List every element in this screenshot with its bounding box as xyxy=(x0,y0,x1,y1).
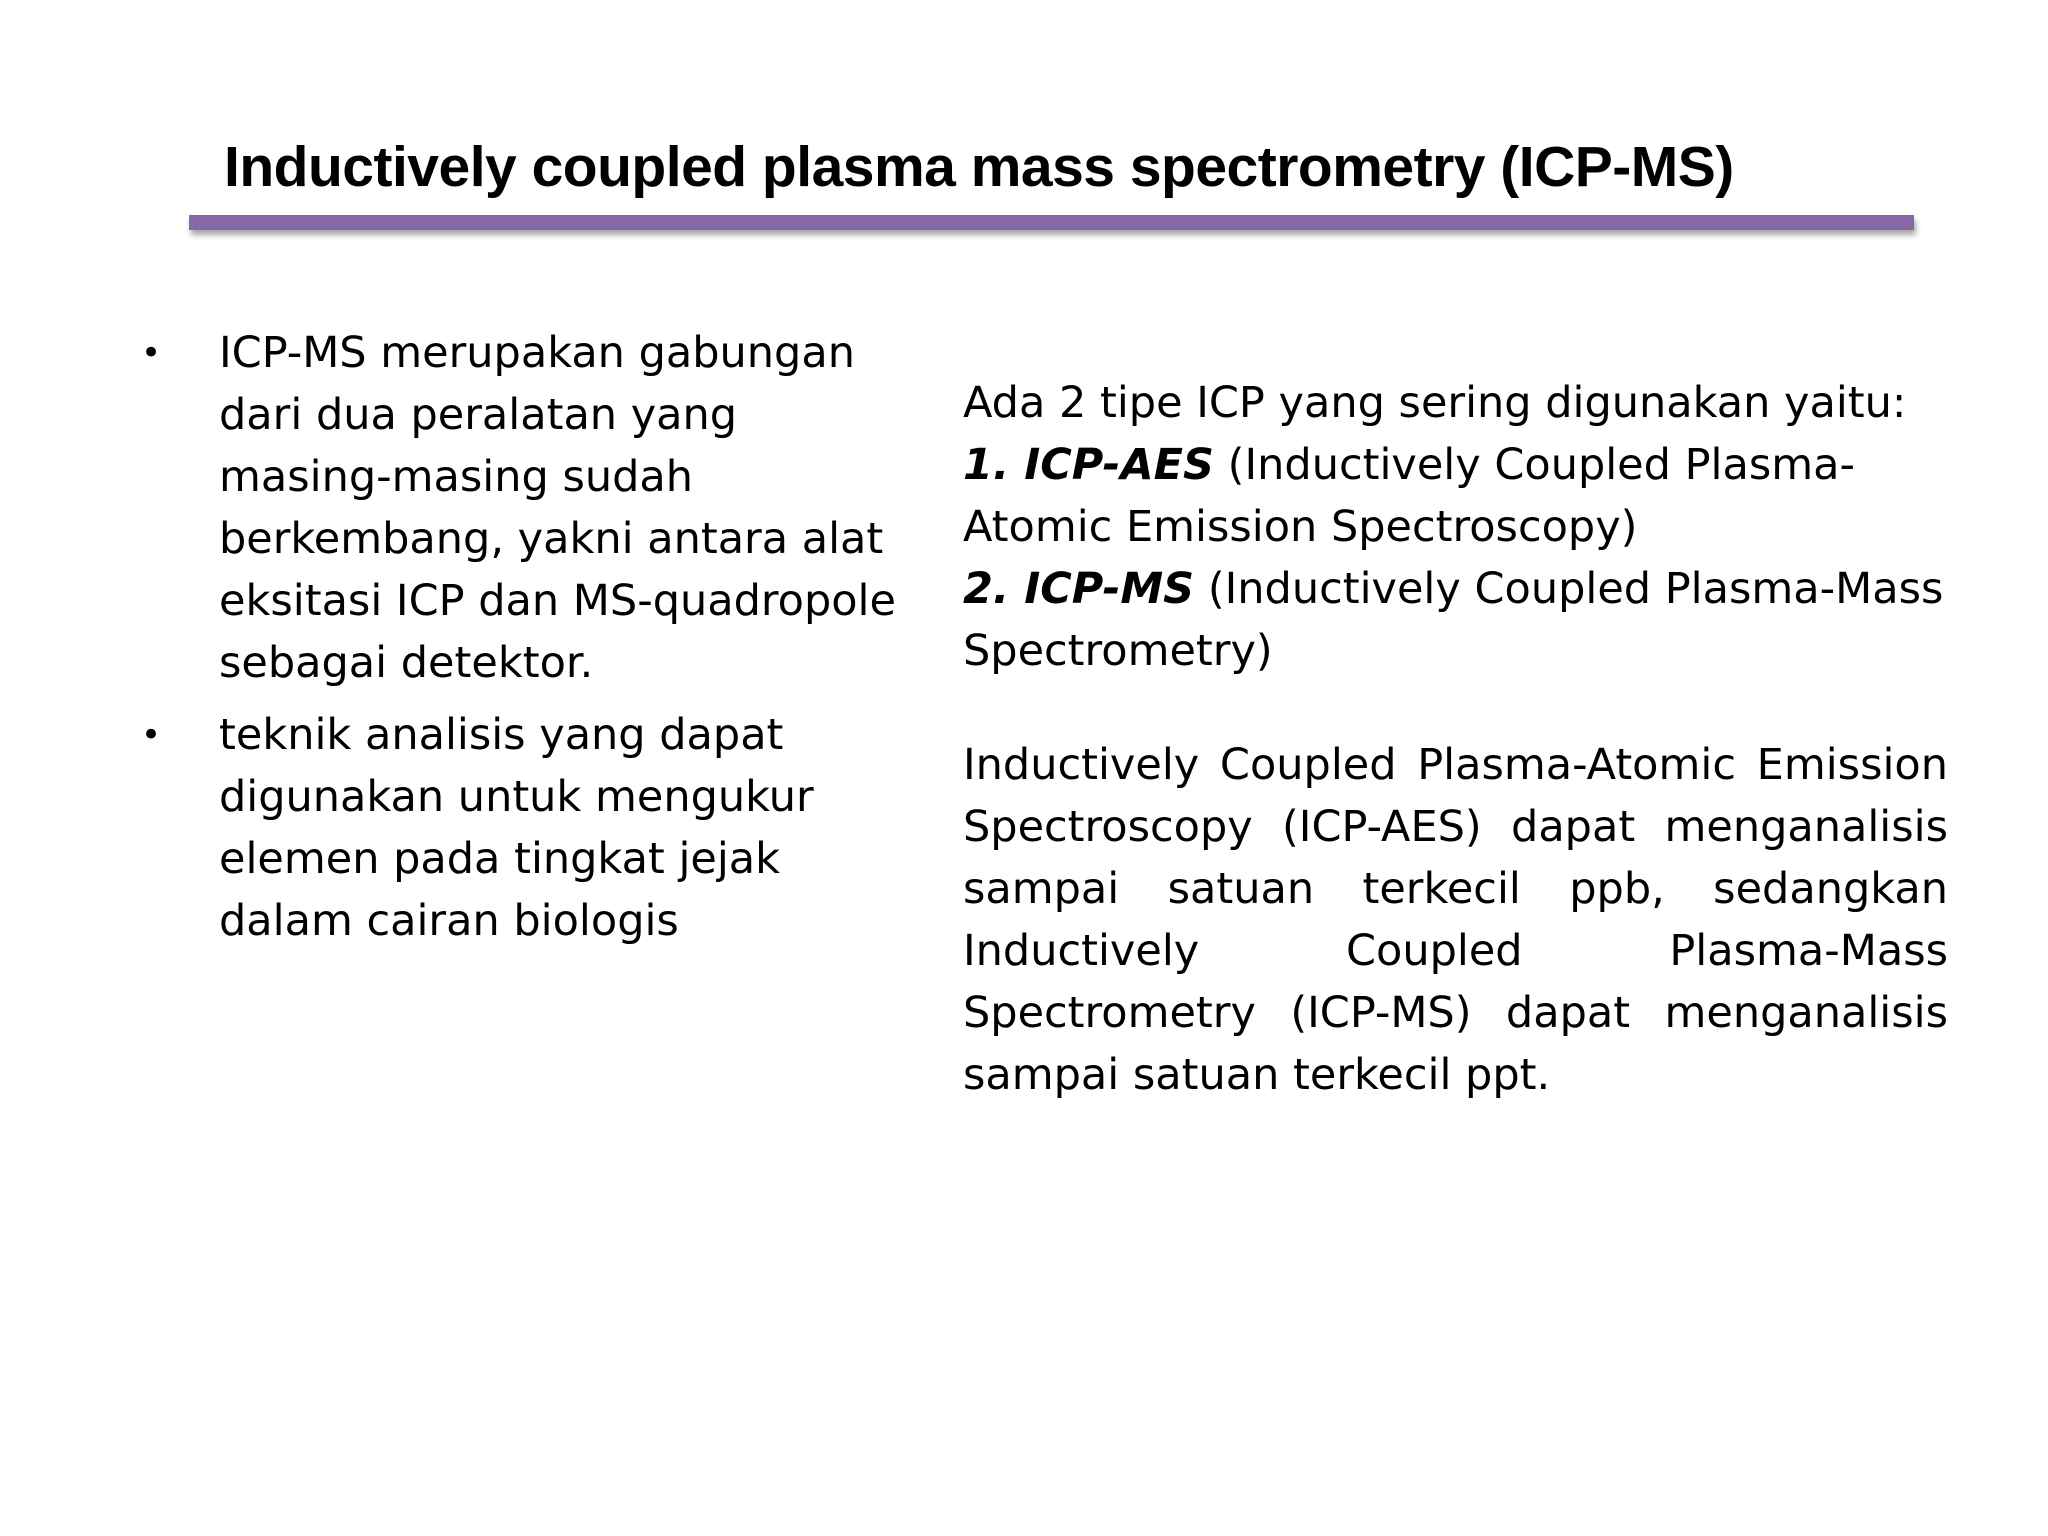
icp-type-description: (Inductively Coupled Plasma-Mass Spectrometry) xyxy=(963,564,1944,676)
bullet-icon: • xyxy=(141,715,162,755)
icp-type-description: (Inductively Coupled Plasma-Atomic Emission Spectroscopy) xyxy=(963,440,1855,552)
title-underline xyxy=(189,215,1914,230)
icp-type-label: 2. ICP-MS xyxy=(963,564,1195,614)
right-column xyxy=(963,372,1948,1106)
bullet-list xyxy=(137,322,897,952)
bullet-text: ICP-MS merupakan gabungan dari dua peralatan yang masing-masing sudah berkembang, yakni antara alat eksitasi ICP dan MS-quadropole sebagai detektor. xyxy=(219,328,896,688)
spacer xyxy=(963,682,1948,734)
icp-type-item-ms xyxy=(963,558,1948,682)
slide-title: Inductively coupled plasma mass spectrometry (ICP-MS) xyxy=(224,135,1734,199)
comparison-paragraph: Inductively Coupled Plasma-Atomic Emission Spectroscopy (ICP-AES) dapat menganalisis sampai satuan terkecil ppb, sedangkan Inductively Coupled Plasma-Mass Spectrometry (ICP-MS) dapat menganalisis sampai satuan terkecil ppt. xyxy=(963,740,1948,1100)
bullet-icon: • xyxy=(141,333,162,373)
bullet-item-icpms-definition xyxy=(137,322,897,694)
left-column xyxy=(137,322,897,962)
icp-type-label: 1. ICP-AES xyxy=(963,440,1215,490)
bullet-text: teknik analisis yang dapat digunakan untuk mengukur elemen pada tingkat jejak dalam cairan biologis xyxy=(219,710,814,946)
bullet-item-analysis-technique xyxy=(137,704,897,952)
icp-type-item-aes xyxy=(963,434,1948,558)
icp-types-intro: Ada 2 tipe ICP yang sering digunakan yaitu: xyxy=(963,378,1907,428)
